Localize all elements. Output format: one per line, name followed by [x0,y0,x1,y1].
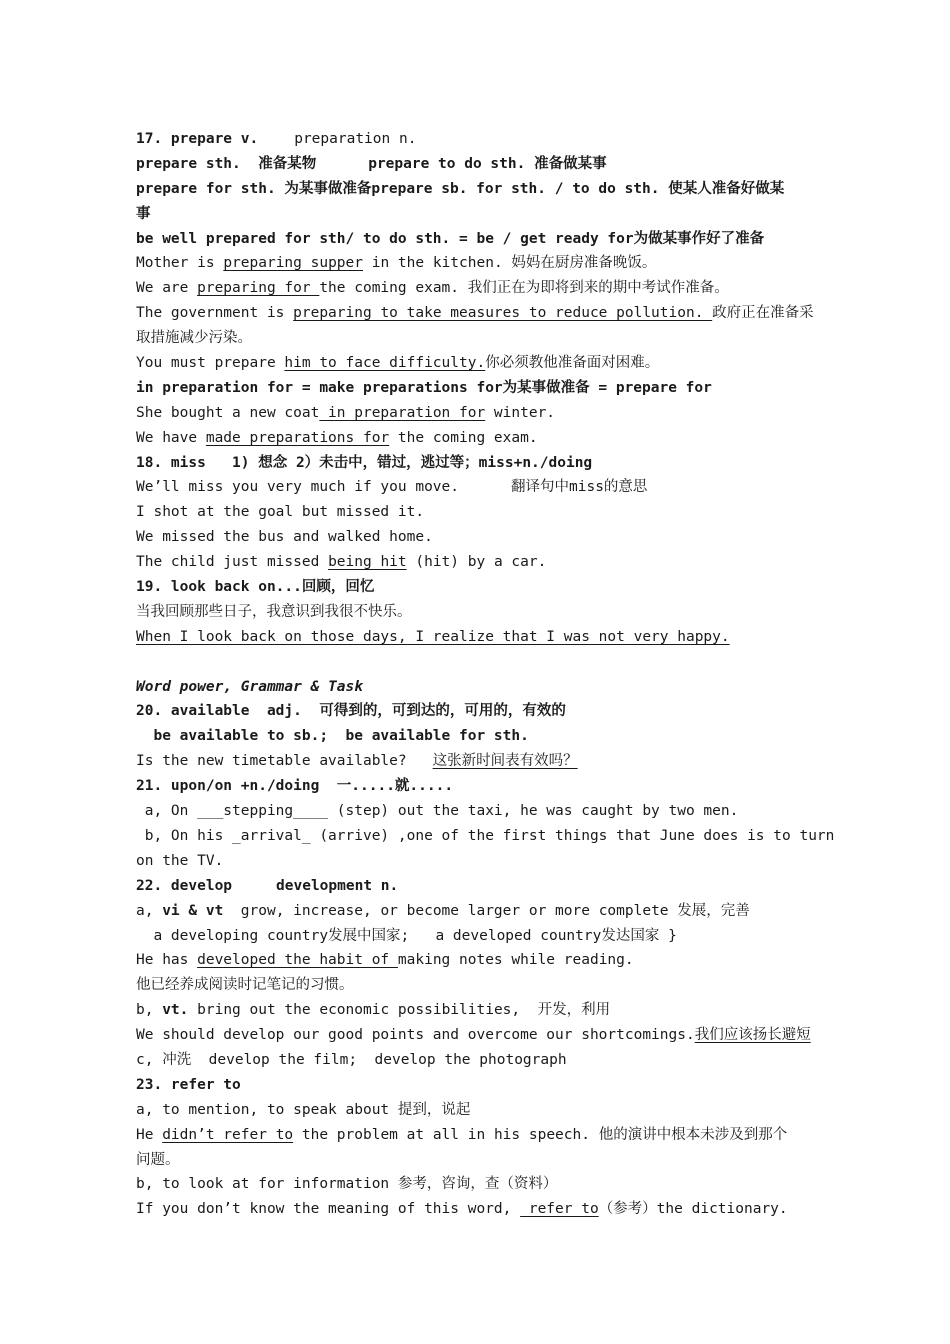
example-sentence: I shot at the goal but missed it. [136,504,425,521]
example-sentence: a, On ___stepping____ (step) out the taxi, he was caught by two men. [136,803,739,820]
example-sentence: The government is preparing to take measures to reduce pollution. 政府正在准备采 [136,305,814,322]
text-line: be available to sb.; be available for sth. [136,728,529,745]
example-sentence: We are preparing for the coming exam. 我们正在为即将到来的期中考试作准备。 [136,280,729,297]
example-sentence: When I look back on those days, I realize that I was not very happy. [136,628,730,645]
example-sentence: We should develop our good points and overcome our shortcomings.我们应该扬长避短 [136,1027,811,1044]
text-line: 事 [136,205,151,222]
text-line: 问题。 [136,1151,180,1168]
text-line: on the TV. [136,852,224,869]
text-line: prepare for sth. 为某事做准备prepare sb. for sth. / to do sth. 使某人准备好做某 [136,180,785,197]
example-sentence: You must prepare him to face difficulty.你必须教他准备面对困难。 [136,355,660,372]
text-line: in preparation for = make preparations for为某事做准备 = prepare for [136,379,712,396]
example-sentence: We missed the bus and walked home. [136,529,433,546]
example-sentence: b, On his _arrival_ (arrive) ,one of the first things that June does is to turn [136,827,835,844]
text-line: c, 冲洗 develop the film; develop the photograph [136,1051,567,1068]
entry-18-heading: 18. miss 1) 想念 2）未击中，错过，逃过等；miss+n./doing [136,454,593,471]
example-sentence: If you don’t know the meaning of this word, refer to（参考）the dictionary. [136,1201,788,1218]
example-sentence: We’ll miss you very much if you move. 翻译句中miss的意思 [136,479,648,496]
text-line: a, to mention, to speak about 提到，说起 [136,1101,471,1118]
entry-20-heading: 20. available adj. 可得到的，可到达的，可用的，有效的 [136,703,566,720]
text-line: b, to look at for information 参考，咨询，查（资料） [136,1176,558,1193]
example-sentence: She bought a new coat in preparation for winter. [136,404,556,421]
entry-19-heading: 19. look back on...回顾，回忆 [136,579,375,596]
example-sentence: He didn’t refer to the problem at all in his speech. 他的演讲中根本未涉及到那个 [136,1126,788,1143]
text-line: prepare sth. 准备某物 prepare to do sth. 准备做某事 [136,155,607,172]
example-sentence: Is the new timetable available? 这张新时间表有效吗？ [136,753,578,770]
example-sentence: The child just missed being hit (hit) by a car. [136,554,547,571]
entry-23-heading: 23. refer to [136,1076,241,1093]
example-sentence: Mother is preparing supper in the kitchen. 妈妈在厨房准备晚饭。 [136,255,657,272]
document-page [136,127,835,1222]
entry-22-heading: 22. develop development n. [136,877,399,894]
text-line: a developing country发展中国家; a developed country发达国家 } [136,927,677,944]
text-line: be well prepared for sth/ to do sth. = be / get ready for为做某事作好了准备 [136,230,765,247]
example-sentence: He has developed the habit of making notes while reading. [136,952,634,969]
text-line: 当我回顾那些日子，我意识到我很不快乐。 [136,603,412,620]
spacer [136,650,826,675]
entry-17-heading: 17. prepare v. preparation n. [136,131,417,147]
text-line: b, vt. bring out the economic possibilities, 开发，利用 [136,1002,611,1019]
text-line: a, vi & vt grow, increase, or become larger or more complete 发展，完善 [136,902,750,919]
text-line: 他已经养成阅读时记笔记的习惯。 [136,977,354,994]
text-line: 取措施减少污染。 [136,330,252,347]
example-sentence: We have made preparations for the coming exam. [136,429,538,446]
entry-21-heading: 21. upon/on +n./doing 一.....就..... [136,778,454,795]
section-heading: Word power, Grammar & Task [136,678,363,695]
